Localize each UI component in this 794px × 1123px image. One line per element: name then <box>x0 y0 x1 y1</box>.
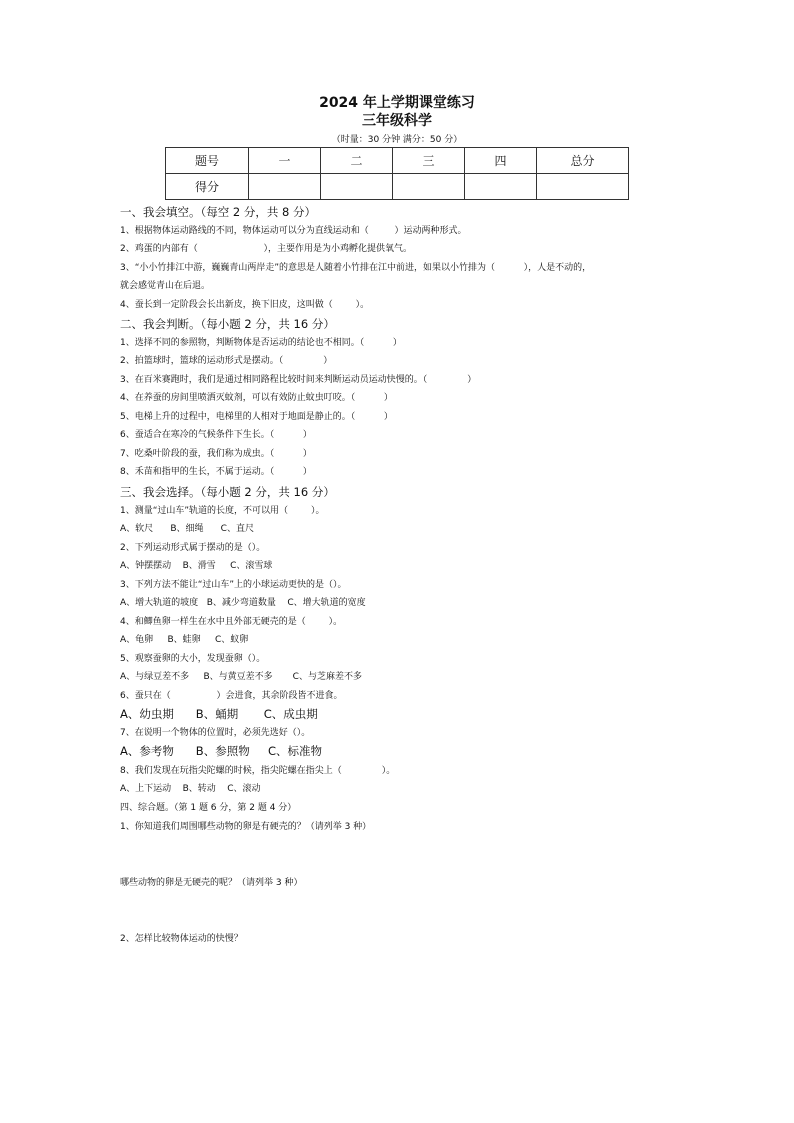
score-header-cell: 四 <box>465 148 537 174</box>
exam-info: （时量：30 分钟 满分：50 分） <box>331 135 463 145</box>
judge-question: 7、吃桑叶阶段的蚕，我们称为成虫。（ ） <box>120 449 312 459</box>
score-header-cell: 二 <box>321 148 393 174</box>
fill-question-4: 4、蚕长到一定阶段会长出新皮，换下旧皮，这叫做（ ）。 <box>120 300 370 310</box>
comprehensive-question-1: 1、你知道我们周围哪些动物的卵是有硬壳的？（请列举 3 种） <box>120 822 372 832</box>
choice-options: A、软尺 B、细绳 C、直尺 <box>120 524 254 534</box>
comprehensive-question-1b: 哪些动物的卵是无硬壳的呢？（请列举 3 种） <box>120 878 303 888</box>
score-table <box>165 147 629 200</box>
section-4-heading: 四、综合题。（第 1 题 6 分，第 2 题 4 分） <box>120 803 297 813</box>
choice-question: 4、和鲫鱼卵一样生在水中且外部无硬壳的是（ ）。 <box>120 617 343 627</box>
score-header-cell: 一 <box>249 148 321 174</box>
judge-question: 8、禾苗和指甲的生长，不属于运动。（ ） <box>120 467 312 477</box>
fill-question-1: 1、根据物体运动路线的不同，物体运动可以分为直线运动和（ ）运动两种形式。 <box>120 226 467 236</box>
choice-question: 5、观察蚕卵的大小，发现蚕卵（）。 <box>120 654 266 664</box>
section-3-heading: 三、我会选择。（每小题 2 分，共 16 分） <box>120 485 335 499</box>
score-cell <box>465 174 537 200</box>
judge-question: 3、在百米赛跑时，我们是通过相同路程比较时间来判断运动员运动快慢的。（ ） <box>120 375 477 385</box>
judge-question: 1、选择不同的参照物，判断物体是否运动的结论也不相同。（ ） <box>120 338 402 348</box>
score-cell <box>537 174 629 200</box>
comprehensive-question-2: 2、怎样比较物体运动的快慢？ <box>120 934 243 944</box>
choice-options: A、龟卵 B、蛙卵 C、蚁卵 <box>120 635 249 645</box>
choice-options: A、幼虫期 B、蛹期 C、成虫期 <box>120 707 318 721</box>
section-2-heading: 二、我会判断。（每小题 2 分，共 16 分） <box>120 317 335 331</box>
choice-options: A、钟摆摆动 B、滑雪 C、滚雪球 <box>120 561 273 571</box>
choice-question: 1、测量“过山车”轨道的长度，不可以用（ ）。 <box>120 506 325 516</box>
fill-question-2: 2、鸡蛋的内部有（ ），主要作用是为小鸡孵化提供氧气。 <box>120 244 413 254</box>
score-header-cell: 题号 <box>166 148 249 174</box>
choice-question: 6、蚕只在（ ）会进食，其余阶段皆不进食。 <box>120 691 343 701</box>
score-cell <box>393 174 465 200</box>
choice-options: A、参考物 B、参照物 C、标准物 <box>120 744 322 758</box>
judge-question: 2、拍篮球时，篮球的运动形式是摆动。（ ） <box>120 356 333 366</box>
choice-question: 2、下列运动形式属于摆动的是（）。 <box>120 543 266 553</box>
score-header-cell: 三 <box>393 148 465 174</box>
choice-options: A、与绿豆差不多 B、与黄豆差不多 C、与芝麻差不多 <box>120 672 362 682</box>
exam-title: 2024 年上学期课堂练习 <box>319 95 475 111</box>
choice-options: A、增大轨道的坡度 B、减少弯道数量 C、增大轨道的宽度 <box>120 598 366 608</box>
score-table-header-row <box>166 148 629 174</box>
exam-subtitle: 三年级科学 <box>362 113 432 129</box>
choice-options: A、上下运动 B、转动 C、滚动 <box>120 784 261 794</box>
judge-question: 6、蚕适合在寒冷的气候条件下生长。（ ） <box>120 430 312 440</box>
choice-question: 3、下列方法不能让“过山车”上的小球运动更快的是（）。 <box>120 580 347 590</box>
choice-question: 7、在说明一个物体的位置时，必须先选好（）。 <box>120 728 311 738</box>
choice-question: 8、我们发现在玩指尖陀螺的时候，指尖陀螺在指尖上（ ）。 <box>120 766 396 776</box>
score-table-score-row <box>166 174 629 200</box>
fill-question-3-cont: 就会感觉青山在后退。 <box>120 281 211 291</box>
judge-question: 4、在养蚕的房间里喷洒灭蚊剂，可以有效防止蚊虫叮咬。（ ） <box>120 393 393 403</box>
score-cell <box>249 174 321 200</box>
fill-question-3: 3、“小小竹排江中游，巍巍青山两岸走”的意思是人随着小竹排在江中前进，如果以小竹排为（ ），人是不动的， <box>120 263 592 273</box>
score-cell <box>321 174 393 200</box>
section-1-heading: 一、我会填空。（每空 2 分，共 8 分） <box>120 205 317 219</box>
judge-question: 5、电梯上升的过程中，电梯里的人相对于地面是静止的。（ ） <box>120 412 393 422</box>
score-row-label: 得分 <box>166 174 249 200</box>
score-header-cell: 总分 <box>537 148 629 174</box>
